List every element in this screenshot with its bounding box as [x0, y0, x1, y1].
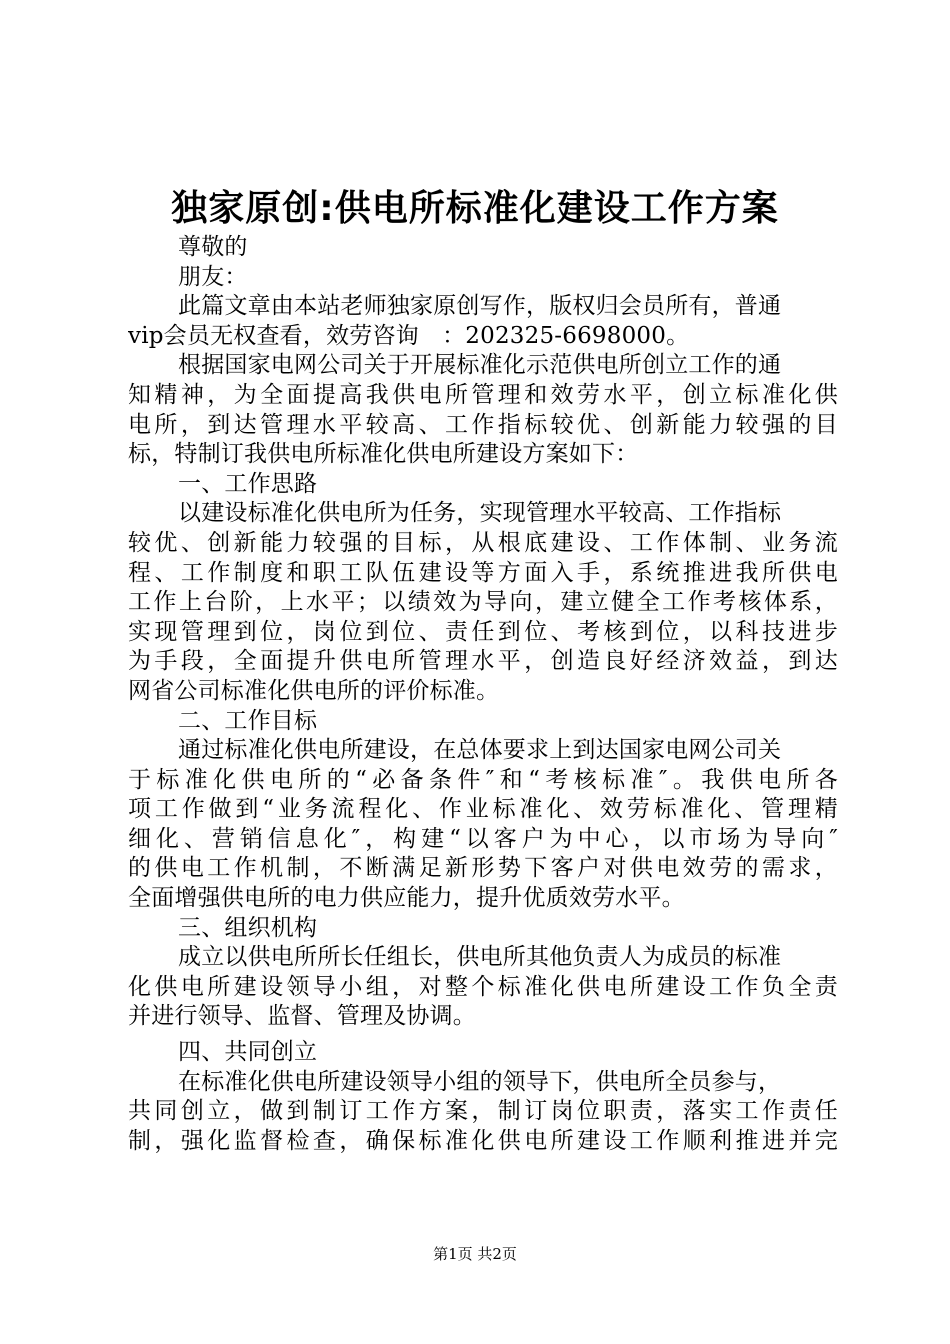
document-title: 独家原创:供电所标准化建设工作方案 [171, 188, 779, 229]
paragraph-line: 电所，到达管理水平较高、工作指标较优、创新能力较强的目 [128, 411, 838, 438]
paragraph-line: vip会员无权查看，效劳咨询 ：202325-6698000。 [128, 322, 690, 349]
paragraph-line: 以建设标准化供电所为任务，实现管理水平较高、工作指标 [178, 500, 782, 527]
paragraph-line: 知精神，为全面提高我供电所管理和效劳水平，创立标准化供 [128, 381, 838, 408]
paragraph-line: 于标准化供电所的“必备条件″和“考核标准″。我供电所各 [128, 766, 838, 793]
paragraph-line: 在标准化供电所建设领导小组的领导下，供电所全员参与， [178, 1068, 782, 1095]
paragraph-line: 工作上台阶，上水平；以绩效为导向，建立健全工作考核体系， [128, 589, 838, 616]
paragraph-line: 共同创立，做到制订工作方案，制订岗位职责，落实工作责任 [128, 1098, 838, 1125]
paragraph-line: 制，强化监督检查，确保标准化供电所建设工作顺利推进并完 [128, 1127, 838, 1154]
salutation-line: 朋友： [178, 263, 248, 290]
paragraph-line: 标，特制订我供电所标准化供电所建设方案如下： [128, 441, 639, 468]
salutation-line: 尊敬的 [178, 234, 248, 260]
paragraph-line: 并进行领导、监督、管理及协调。 [128, 1003, 476, 1030]
paragraph-line: 成立以供电所所长任组长，供电所其他负责人为成员的标准 [178, 944, 782, 971]
paragraph-line: 为手段，全面提升供电所管理水平，创造良好经济效益，到达 [128, 648, 838, 675]
paragraph-line: 网省公司标准化供电所的评价标准。 [128, 677, 500, 704]
paragraph-line: 项工作做到“业务流程化、作业标准化、效劳标准化、管理精 [128, 796, 838, 823]
paragraph-line: 实现管理到位，岗位到位、责任到位、考核到位，以科技进步 [128, 618, 838, 645]
document-body [128, 233, 838, 1156]
section-heading: 四、共同创立 [178, 1039, 318, 1066]
section-heading: 一、工作思路 [178, 470, 318, 497]
paragraph-line: 全面增强供电所的电力供应能力，提升优质效劳水平。 [128, 885, 685, 912]
paragraph-line: 根据国家电网公司关于开展标准化示范供电所创立工作的通 [178, 352, 782, 379]
paragraph-line: 通过标准化供电所建设，在总体要求上到达国家电网公司关 [178, 737, 782, 764]
paragraph-line: 较优、创新能力较强的目标，从根底建设、工作体制、业务流 [128, 529, 838, 556]
paragraph-line: 程、工作制度和职工队伍建设等方面入手，系统推进我所供电 [128, 559, 838, 586]
paragraph-line: 的供电工作机制，不断满足新形势下客户对供电效劳的需求， [128, 855, 838, 882]
section-heading: 二、工作目标 [178, 707, 318, 734]
section-heading: 三、组织机构 [178, 914, 318, 941]
paragraph-line: 此篇文章由本站老师独家原创写作，版权归会员所有，普通 [178, 293, 782, 320]
paragraph-line: 细化、营销信息化″，构建“以客户为中心，以市场为导向″ [128, 825, 838, 852]
paragraph-line: 化供电所建设领导小组，对整个标准化供电所建设工作负全责 [128, 973, 838, 1000]
page-footer: 第1页 共2页 [433, 1245, 517, 1263]
